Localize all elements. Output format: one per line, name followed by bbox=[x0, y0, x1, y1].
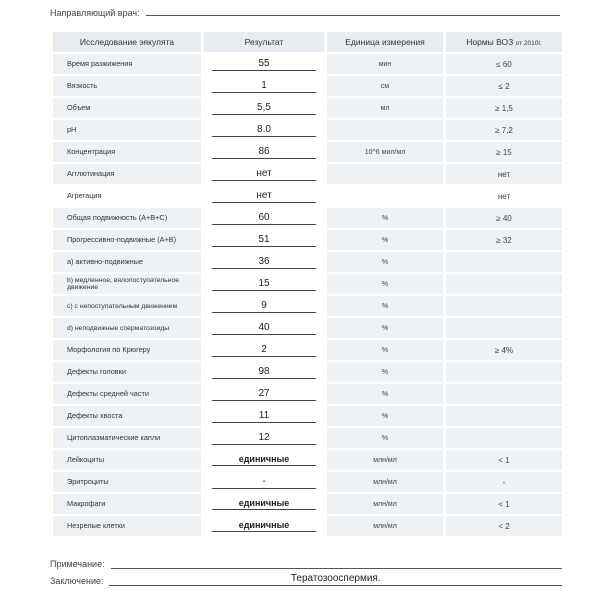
table-row bbox=[53, 296, 562, 316]
table-row bbox=[53, 76, 562, 96]
row-unit: см bbox=[327, 76, 443, 96]
column-header-test: Исследование эякулята bbox=[53, 32, 201, 52]
row-unit: % bbox=[327, 230, 443, 250]
row-result[interactable] bbox=[204, 516, 324, 536]
row-norm: ≥ 4% bbox=[446, 340, 562, 360]
row-result[interactable] bbox=[204, 274, 324, 294]
row-norm: ≥ 32 bbox=[446, 230, 562, 250]
row-result-value: 60 bbox=[212, 212, 316, 225]
row-unit: % bbox=[327, 384, 443, 404]
row-name: Дефекты хвоста bbox=[53, 406, 201, 426]
row-result[interactable] bbox=[204, 164, 324, 184]
row-name: Агрегация bbox=[53, 186, 201, 206]
conclusion-label: Заключение: bbox=[50, 576, 104, 586]
row-result[interactable] bbox=[204, 450, 324, 470]
row-name: Лейкоциты bbox=[53, 450, 201, 470]
row-result[interactable] bbox=[204, 472, 324, 492]
row-result-value: - bbox=[212, 476, 316, 489]
row-result[interactable] bbox=[204, 54, 324, 74]
row-name: Дефекты средней части bbox=[53, 384, 201, 404]
row-name: c) с непоступательным движением bbox=[53, 296, 201, 316]
row-result-value: 5,5 bbox=[212, 102, 316, 115]
row-result-value: 2 bbox=[212, 344, 316, 357]
table-row bbox=[53, 516, 562, 536]
row-result-value: 40 bbox=[212, 322, 316, 335]
row-norm: < 2 bbox=[446, 516, 562, 536]
table-row bbox=[53, 54, 562, 74]
row-norm: - bbox=[446, 472, 562, 492]
row-unit: мин bbox=[327, 54, 443, 74]
row-unit: % bbox=[327, 208, 443, 228]
row-name: b) медленное, вялопоступательное движение bbox=[53, 274, 201, 294]
norm-year: от 2010г. bbox=[515, 40, 542, 47]
row-unit: % bbox=[327, 296, 443, 316]
row-unit: мл bbox=[327, 98, 443, 118]
row-result[interactable] bbox=[204, 142, 324, 162]
row-result-value: 9 bbox=[212, 300, 316, 313]
row-result-value: единичные bbox=[212, 454, 316, 466]
row-norm: ≤ 2 bbox=[446, 76, 562, 96]
row-unit: млн/мл bbox=[327, 494, 443, 514]
row-result-value: 12 bbox=[212, 432, 316, 445]
conclusion-field[interactable] bbox=[109, 573, 562, 586]
row-norm bbox=[446, 406, 562, 426]
row-result-value: 15 bbox=[212, 278, 316, 291]
row-norm bbox=[446, 274, 562, 294]
row-result-value: 27 bbox=[212, 388, 316, 401]
table-row bbox=[53, 208, 562, 228]
row-result-value: 86 bbox=[212, 146, 316, 159]
row-name: Вязкость bbox=[53, 76, 201, 96]
note-line bbox=[50, 555, 562, 569]
row-unit: млн/мл bbox=[327, 472, 443, 492]
row-name: d) неподвижные сперматозоиды bbox=[53, 318, 201, 338]
column-header-result: Результат bbox=[204, 32, 324, 52]
table-row bbox=[53, 230, 562, 250]
row-norm: < 1 bbox=[446, 450, 562, 470]
row-norm: ≥ 7,2 bbox=[446, 120, 562, 140]
row-unit: % bbox=[327, 252, 443, 272]
row-result-value: 1 bbox=[212, 80, 316, 93]
row-name: Концентрация bbox=[53, 142, 201, 162]
table-row bbox=[53, 252, 562, 272]
table-row bbox=[53, 428, 562, 448]
row-result[interactable] bbox=[204, 186, 324, 206]
row-name: Цитоплазматические капли bbox=[53, 428, 201, 448]
table-row bbox=[53, 274, 562, 294]
norm-label: Нормы ВОЗ bbox=[466, 37, 514, 47]
row-norm bbox=[446, 296, 562, 316]
row-name: Время разжижения bbox=[53, 54, 201, 74]
table-row bbox=[53, 494, 562, 514]
row-result[interactable] bbox=[204, 230, 324, 250]
row-name: Незрелые клетки bbox=[53, 516, 201, 536]
row-name: Морфология по Крюгеру bbox=[53, 340, 201, 360]
row-result[interactable] bbox=[204, 494, 324, 514]
referring-doctor-line bbox=[50, 0, 560, 18]
referring-doctor-field[interactable] bbox=[146, 14, 560, 16]
row-unit: % bbox=[327, 274, 443, 294]
semen-analysis-table bbox=[50, 30, 565, 538]
table-row bbox=[53, 450, 562, 470]
row-result-value: 8.0 bbox=[212, 124, 316, 137]
row-result-value: единичные bbox=[212, 520, 316, 532]
row-result[interactable] bbox=[204, 406, 324, 426]
column-header-unit: Единица измерения bbox=[327, 32, 443, 52]
row-result[interactable] bbox=[204, 76, 324, 96]
row-name: а) активно-подвижные bbox=[53, 252, 201, 272]
row-result-value: 98 bbox=[212, 366, 316, 379]
row-result[interactable] bbox=[204, 362, 324, 382]
row-unit: 10^6 мил/мл bbox=[327, 142, 443, 162]
row-name: Дефекты головки bbox=[53, 362, 201, 382]
conclusion-value: Тератозооспермия. bbox=[290, 573, 381, 584]
row-norm: нет bbox=[446, 186, 562, 206]
table-row bbox=[53, 318, 562, 338]
table-row bbox=[53, 406, 562, 426]
table-row bbox=[53, 120, 562, 140]
row-name: Макрофаги bbox=[53, 494, 201, 514]
row-norm bbox=[446, 384, 562, 404]
row-unit: % bbox=[327, 406, 443, 426]
row-name: pH bbox=[53, 120, 201, 140]
row-result[interactable] bbox=[204, 120, 324, 140]
row-result[interactable] bbox=[204, 296, 324, 316]
row-name: Эритроциты bbox=[53, 472, 201, 492]
row-norm bbox=[446, 318, 562, 338]
row-result[interactable] bbox=[204, 384, 324, 404]
table-row bbox=[53, 340, 562, 360]
row-result-value: нет bbox=[212, 190, 316, 203]
note-label: Примечание: bbox=[50, 559, 105, 569]
row-unit: % bbox=[327, 340, 443, 360]
note-field[interactable] bbox=[111, 556, 562, 569]
table-row bbox=[53, 472, 562, 492]
table-row bbox=[53, 98, 562, 118]
row-result-value: 55 bbox=[212, 58, 316, 71]
row-norm bbox=[446, 362, 562, 382]
table-row bbox=[53, 186, 562, 206]
row-norm bbox=[446, 252, 562, 272]
row-norm: ≥ 15 bbox=[446, 142, 562, 162]
row-result[interactable] bbox=[204, 340, 324, 360]
row-norm: ≤ 60 bbox=[446, 54, 562, 74]
row-result[interactable] bbox=[204, 252, 324, 272]
row-result-value: нет bbox=[212, 168, 316, 181]
table-row bbox=[53, 142, 562, 162]
row-unit: млн/мл bbox=[327, 450, 443, 470]
row-name: Объем bbox=[53, 98, 201, 118]
row-result-value: единичные bbox=[212, 498, 316, 510]
row-result[interactable] bbox=[204, 428, 324, 448]
row-norm: < 1 bbox=[446, 494, 562, 514]
row-unit: % bbox=[327, 318, 443, 338]
row-result-value: 11 bbox=[212, 410, 316, 423]
row-norm: нет bbox=[446, 164, 562, 184]
referring-doctor-label: Направляющий врач: bbox=[50, 8, 140, 18]
row-unit bbox=[327, 186, 443, 206]
row-norm: ≥ 1,5 bbox=[446, 98, 562, 118]
row-name: Прогрессивно-подвижные (А+В) bbox=[53, 230, 201, 250]
conclusion-line bbox=[50, 572, 562, 586]
table-row bbox=[53, 384, 562, 404]
row-unit: млн/мл bbox=[327, 516, 443, 536]
row-unit bbox=[327, 120, 443, 140]
row-name: Общая подвижность (А+В+С) bbox=[53, 208, 201, 228]
table-header-row bbox=[53, 32, 562, 52]
row-result[interactable] bbox=[204, 318, 324, 338]
row-result-value: 51 bbox=[212, 234, 316, 247]
row-norm: ≥ 40 bbox=[446, 208, 562, 228]
row-unit bbox=[327, 164, 443, 184]
row-name: Агглютинация bbox=[53, 164, 201, 184]
table-row bbox=[53, 164, 562, 184]
row-result[interactable] bbox=[204, 98, 324, 118]
row-norm bbox=[446, 428, 562, 448]
column-header-norm bbox=[446, 32, 562, 52]
row-result-value: 36 bbox=[212, 256, 316, 269]
row-unit: % bbox=[327, 428, 443, 448]
row-unit: % bbox=[327, 362, 443, 382]
table-row bbox=[53, 362, 562, 382]
row-result[interactable] bbox=[204, 208, 324, 228]
